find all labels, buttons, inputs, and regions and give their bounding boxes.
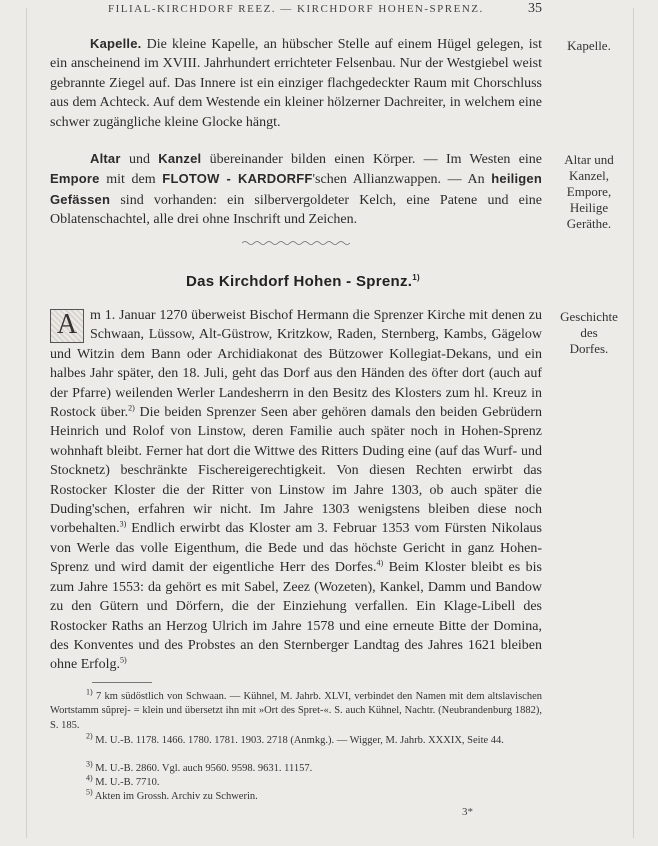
signature-mark: 3* xyxy=(462,806,473,818)
footnote-text: 7 km südöstlich von Schwaan. — Kühnel, M. Jahrb. XLVI, verbindet den Namen mit dem altslavischen Wortstamm sŭprej- = klein und übersetzt ihn mit »Ort des Spret-«. S. auch Kühnel, Nachtr. (Neubrandenburg 1882), S. 185. xyxy=(50,691,542,731)
bold-term-kanzel: Kanzel xyxy=(158,151,202,166)
footnote-rule xyxy=(92,682,152,683)
paragraph-altar xyxy=(50,149,542,230)
margin-line: Altar und xyxy=(564,152,614,167)
footnote-text: M. U.-B. 7710. xyxy=(95,777,160,788)
paragraph-text: Die kleine Kapelle, an hübscher Stelle auf einem Hügel gelegen, ist ein anscheinend im XVIII. Jahrhundert errichteter Felsenbau. Nur der Westgiebel weist gebrannte Ziegel auf. Das Innere ist ein einziger flachgedeckter Raum mit Chorschluss aus dem Achteck. Auf dem Westende ein kleiner hölzerner Dachreiter, in welchem eine schwer zugängliche kleine Glocke hängt. xyxy=(50,37,542,130)
footnote-number: 1) xyxy=(86,687,93,697)
margin-note-history xyxy=(550,309,628,357)
margin-line: des xyxy=(580,325,598,340)
footnote-4 xyxy=(50,773,542,790)
text-fragment: 'schen Allianzwappen. — An xyxy=(312,172,485,188)
paragraph-text: Endlich erwirbt das Kloster am 3. Februar 1353 vom Fürsten Nikolaus von Werle das volle Eigenthum, die Bede und das höchste Gericht in ganz Hohen-Sprenz und wird damit der eigentliche Herr des Dorfes. xyxy=(50,521,542,576)
margin-note-kapelle: Kapelle. xyxy=(567,38,611,53)
margin-line: Geräthe. xyxy=(566,216,612,231)
footnote-3 xyxy=(50,759,542,776)
footnote-text: M. U.-B. 1178. 1466. 1780. 1781. 1903. 2718 (Anmkg.). — Wigger, M. Jahrb. XXXIX, Seite 44. xyxy=(95,735,504,746)
paragraph-kapelle xyxy=(50,34,542,132)
margin-line: Heilige xyxy=(569,200,609,215)
text-fragment: übereinander bilden einen Körper. — Im Westen eine xyxy=(209,152,543,167)
paragraph-history xyxy=(50,306,542,675)
footnote-2 xyxy=(50,731,542,748)
section-title xyxy=(186,273,420,290)
margin-note-altar xyxy=(550,152,628,232)
footnote-ref: 5) xyxy=(119,655,127,665)
footnote-ref: 2) xyxy=(128,403,135,413)
bold-term-empore: Empore xyxy=(50,171,100,187)
section-title-text: Das Kirchdorf Hohen - Sprenz. xyxy=(186,273,413,290)
text-fragment: sind vorhanden: ein silbervergoldeter Kelch, eine Patene und eine Oblatenschachtel, alle drei ohne Inschrift und Zeichen. xyxy=(50,192,542,228)
bold-term-flotow: FLOTOW - KARDORFF xyxy=(162,171,313,187)
margin-line: Empore, xyxy=(566,184,612,199)
running-header: FILIAL-KIRCHDORF REEZ. — KIRCHDORF HOHEN-SPRENZ. xyxy=(108,3,484,15)
text-fragment: und xyxy=(128,152,150,167)
paragraph-text: m 1. Januar 1270 überweist Bischof Hermann die Sprenzer Kirche mit denen zu Schwaan, Lüssow, Alt-Güstrow, Kritzkow, Raden, Sternberg, Kambs, Gägelow und Witzin dem Bann oder Archidiakonat des Bützower Kollegiat-Dekans, und ein halbes Jahr später, den 18. Juli, geht das Dorf aus den Händen des öfter dort (auch auf der Pfarre) weilenden Werler Landesherrn in den Besitz des Klosters zum hl. Kreuz in Rostock über. xyxy=(50,308,542,421)
text-fragment: mit dem xyxy=(106,172,156,188)
footnote-number: 3) xyxy=(86,759,93,769)
margin-line: Kanzel, xyxy=(568,168,610,183)
footnote-text: M. U.-B. 2860. Vgl. auch 9560. 9598. 9631. 11157. xyxy=(95,763,313,774)
footnote-number: 4) xyxy=(86,773,93,783)
page-number: 35 xyxy=(528,1,542,16)
decorative-initial: A xyxy=(50,309,84,343)
paragraph-text: Beim Kloster bleibt es bis zum Jahre 1553: da gehört es mit Sabel, Zeez (Wozeten), Kankel, Damm und Bandow zu den Gütern und Dörfern, die der Einziehung verfallen. Ein Klage-Libell des Rostocker Raths an Herzog Ulrich im Jahre 1578 und eine erneute Bitte der Domina, des Konventes und des Probstes an den Sternberger Landtag des Jahres 1621 bleiben ohne Erfolg. xyxy=(50,560,542,673)
bold-term-gefaesse: heiligen Gefässen xyxy=(50,171,542,207)
footnote-1 xyxy=(50,687,542,733)
paragraph-text: Die beiden Sprenzer Seen aber gehören damals den beiden Gebrüdern Heinrich und Rolof von Linstow, deren Familie auch später noch in Hohen-Sprenz wohnhaft bleibt. Ferner hat dort die Wittwe des Ritters Duding eine (auf das Wurf- und Stocknetz) beschränkte Fischereigerechtigkeit. Von diesen Rechten erwirbt das Rostocker Kloster die der Ritter von Linstow im Jahre 1303, ob auch später die Duding'schen, erfahren wir nicht. Im Jahre 1303 wenigstens bleiben diese noch vorbehalten. xyxy=(50,405,542,537)
margin-line: Dorfes. xyxy=(569,341,609,356)
footnote-number: 5) xyxy=(86,787,93,797)
bold-term-kapelle: Kapelle. xyxy=(90,36,142,51)
footnote-ref: 4) xyxy=(376,558,384,568)
footnote-text: Akten im Grossh. Archiv zu Schwerin. xyxy=(94,791,258,802)
wavy-ornament-divider xyxy=(242,240,350,246)
footnote-5 xyxy=(50,787,542,804)
margin-line: Geschichte xyxy=(560,309,618,324)
bold-term-altar: Altar xyxy=(90,151,121,166)
footnote-ref: 1) xyxy=(412,273,420,282)
footnote-number: 2) xyxy=(86,731,93,741)
footnote-ref: 3) xyxy=(119,519,127,529)
